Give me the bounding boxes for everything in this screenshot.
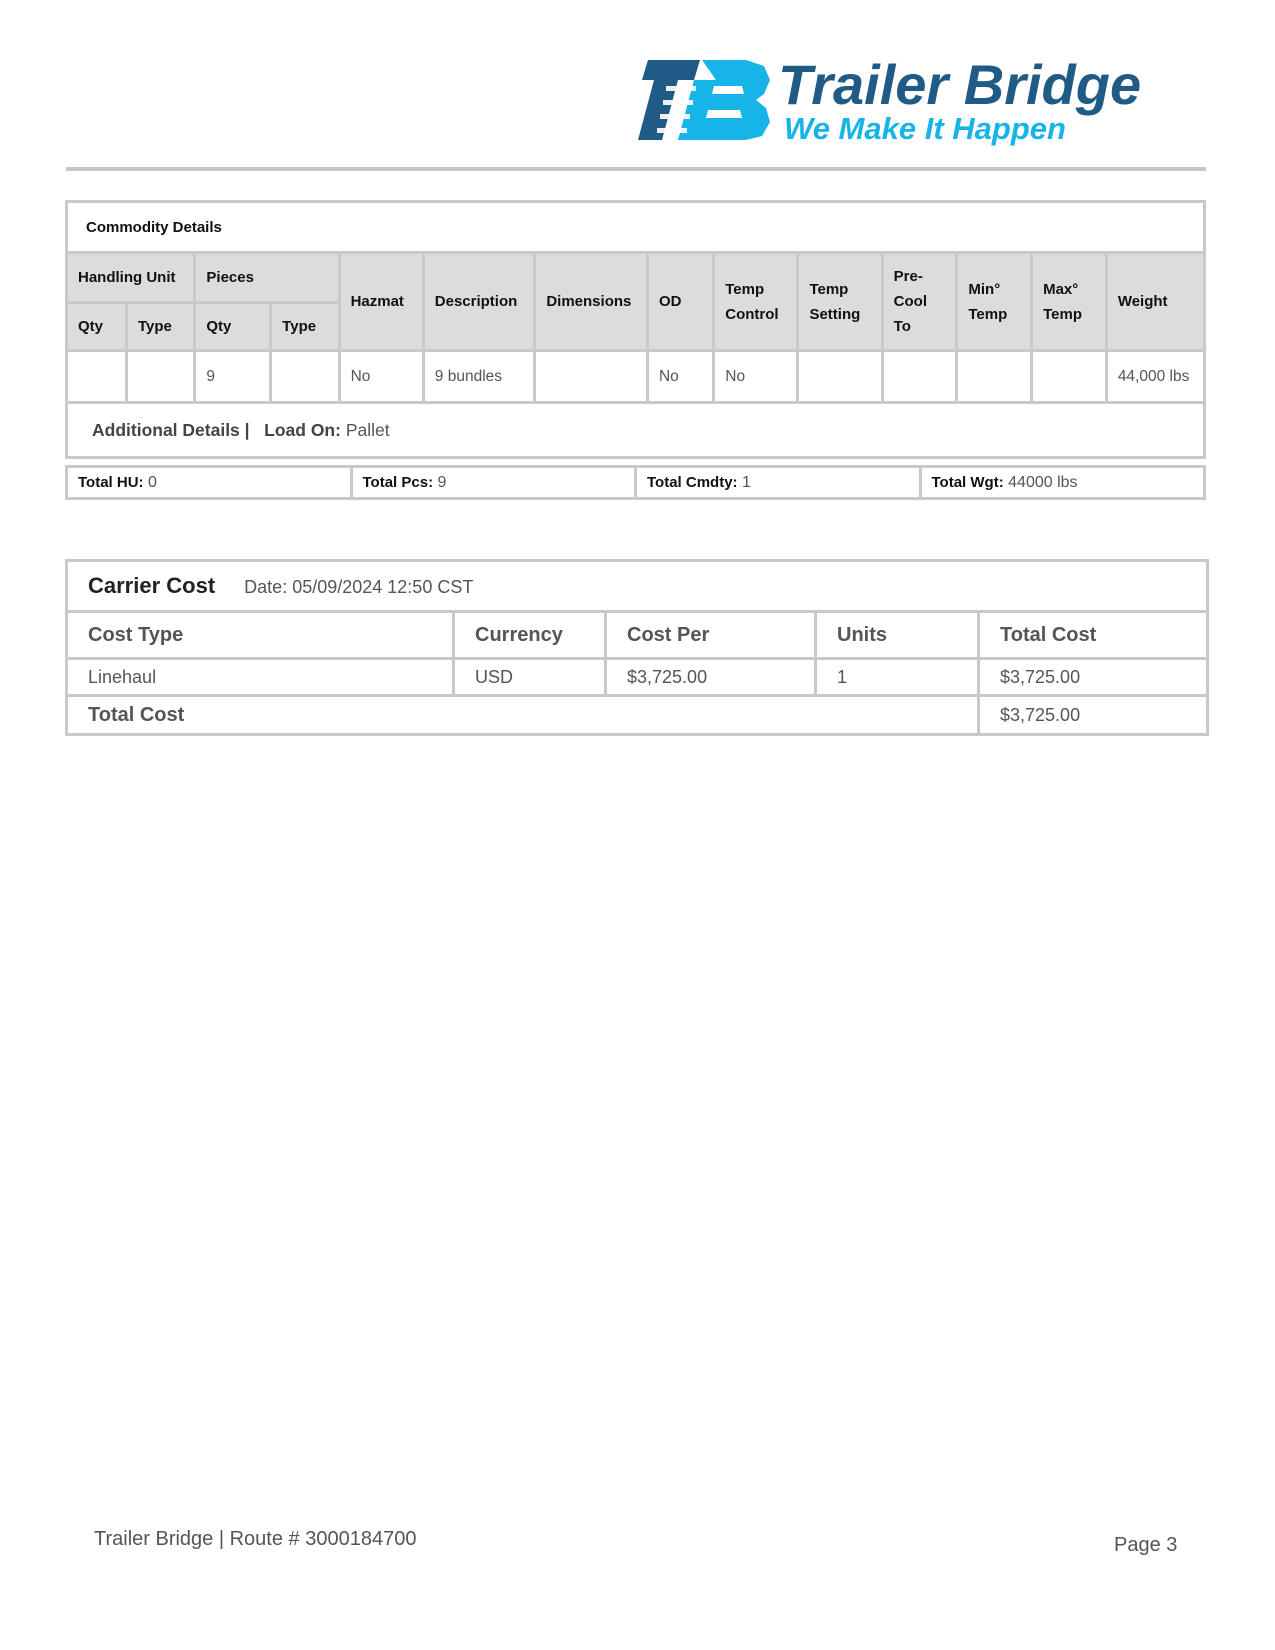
- trailer-bridge-logo: [638, 56, 1198, 152]
- col-cost-type: Cost Type: [67, 612, 454, 659]
- cell-description: 9 bundles: [423, 351, 535, 403]
- tb-mark-icon: [638, 60, 770, 140]
- table-row: [67, 659, 1208, 696]
- header-pcs-qty: Qty: [195, 303, 271, 351]
- cell-hu-type: [126, 351, 194, 403]
- cell-currency: USD: [454, 659, 606, 696]
- carrier-cost-date: Date: 05/09/2024 12:50 CST: [244, 577, 474, 597]
- cell-weight: 44,000 lbs: [1106, 351, 1204, 403]
- header-od: OD: [647, 253, 713, 351]
- load-on-value: Pallet: [345, 419, 390, 440]
- header-temp-setting: Temp Setting: [798, 253, 882, 351]
- header-pre-cool-to: Pre-Cool To: [882, 253, 957, 351]
- carrier-cost-header: [67, 561, 1208, 612]
- header-pieces: Pieces: [195, 253, 339, 303]
- additional-details: [67, 403, 1205, 458]
- header-hu-qty: Qty: [67, 303, 127, 351]
- header-pcs-type: Type: [271, 303, 339, 351]
- cell-cost-per: $3,725.00: [606, 659, 816, 696]
- commodity-totals: [65, 465, 1206, 500]
- footer-route: Trailer Bridge | Route # 3000184700: [94, 1528, 417, 1550]
- col-currency: Currency: [454, 612, 606, 659]
- total-pcs: Total Pcs: 9: [351, 467, 636, 499]
- commodity-details-table: [65, 200, 1206, 459]
- header-dimensions: Dimensions: [535, 253, 648, 351]
- cell-pre-cool-to: [882, 351, 957, 403]
- cell-units: 1: [816, 659, 979, 696]
- carrier-cost-table: [65, 559, 1209, 736]
- cell-total-cost: $3,725.00: [979, 659, 1208, 696]
- header-handling-unit: Handling Unit: [67, 253, 195, 303]
- logo-tagline: We Make It Happen: [784, 111, 1066, 146]
- additional-details-label: Additional Details |: [92, 419, 250, 440]
- commodity-title: Commodity Details: [67, 202, 1205, 253]
- header-description: Description: [423, 253, 535, 351]
- header-hazmat: Hazmat: [339, 253, 423, 351]
- cell-pcs-type: [271, 351, 339, 403]
- header-temp-control: Temp Control: [714, 253, 798, 351]
- col-units: Units: [816, 612, 979, 659]
- footer-page-number: Page 3: [1114, 1534, 1178, 1556]
- col-total-cost: Total Cost: [979, 612, 1208, 659]
- cell-dimensions: [535, 351, 648, 403]
- cell-cost-type: Linehaul: [67, 659, 454, 696]
- header-max-temp: Max° Temp: [1032, 253, 1107, 351]
- table-row: [67, 351, 1205, 403]
- cell-pcs-qty: 9: [195, 351, 271, 403]
- total-hu: Total HU: 0: [67, 467, 352, 499]
- total-cmdty: Total Cmdty: 1: [636, 467, 921, 499]
- carrier-cost-title: Carrier Cost: [88, 573, 216, 598]
- logo-wordmark: Trailer Bridge: [778, 56, 1142, 116]
- col-cost-per: Cost Per: [606, 612, 816, 659]
- total-wgt: Total Wgt: 44000 lbs: [920, 467, 1205, 499]
- cell-max-temp: [1032, 351, 1107, 403]
- cell-od: No: [647, 351, 713, 403]
- header-hu-type: Type: [126, 303, 194, 351]
- cell-hazmat: No: [339, 351, 423, 403]
- load-on-label: Load On:: [264, 419, 341, 440]
- header-weight: Weight: [1106, 253, 1204, 351]
- cell-temp-setting: [798, 351, 882, 403]
- cell-hu-qty: [67, 351, 127, 403]
- header-min-temp: Min° Temp: [957, 253, 1032, 351]
- total-cost-value: $3,725.00: [979, 696, 1208, 735]
- header-divider: [66, 167, 1206, 171]
- cell-temp-control: No: [714, 351, 798, 403]
- cell-min-temp: [957, 351, 1032, 403]
- total-cost-label: Total Cost: [67, 696, 979, 735]
